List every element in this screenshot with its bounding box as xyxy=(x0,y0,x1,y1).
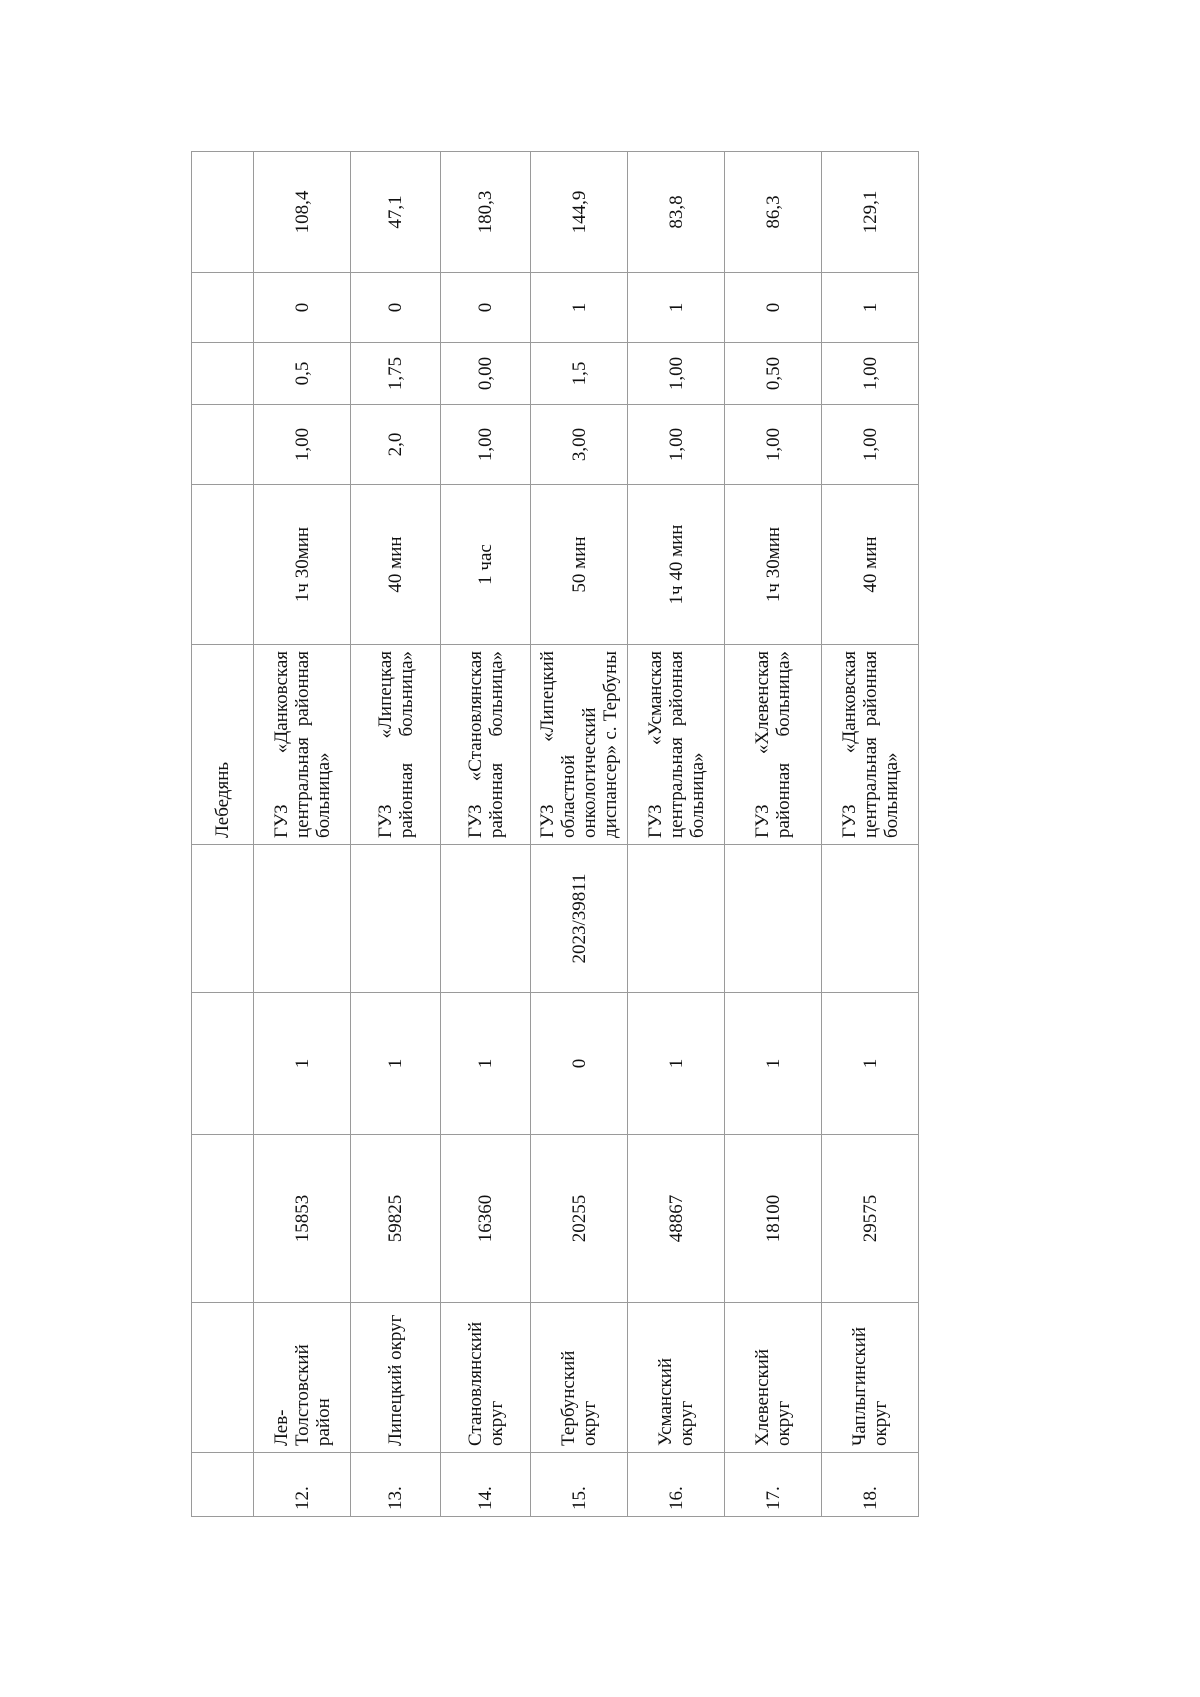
table-row xyxy=(531,152,628,1517)
distance-cell: 108,4 xyxy=(254,152,351,273)
row-number: 12. xyxy=(254,1453,351,1517)
value-b-cell: 1,00 xyxy=(822,343,919,405)
header-cell xyxy=(192,485,254,645)
count-cell: 1 xyxy=(441,993,531,1135)
distance-cell: 129,1 xyxy=(822,152,919,273)
header-cell xyxy=(192,1135,254,1303)
value-b-cell: 1,5 xyxy=(531,343,628,405)
rotated-page xyxy=(191,152,1021,1517)
district-name: Тербунский округ xyxy=(531,1303,628,1453)
value-c-cell: 1 xyxy=(822,273,919,343)
distance-cell: 180,3 xyxy=(441,152,531,273)
row-number: 17. xyxy=(725,1453,822,1517)
table-header-row xyxy=(192,152,254,1517)
count-cell: 0 xyxy=(531,993,628,1135)
value-c-cell: 1 xyxy=(531,273,628,343)
count-cell: 1 xyxy=(254,993,351,1135)
facility-cell xyxy=(441,645,531,845)
population-cell: 48867 xyxy=(628,1135,725,1303)
value-b-cell: 0,50 xyxy=(725,343,822,405)
code-cell xyxy=(725,845,822,993)
table-row xyxy=(441,152,531,1517)
value-b-cell: 0,00 xyxy=(441,343,531,405)
row-number: 15. xyxy=(531,1453,628,1517)
value-a-cell: 3,00 xyxy=(531,405,628,485)
travel-time-cell: 1ч 40 мин xyxy=(628,485,725,645)
value-a-cell: 1,00 xyxy=(441,405,531,485)
facility-name: ГУЗ «Липецкий областной онкологический диспансер» с. Тербуны xyxy=(537,651,621,838)
district-name: Чаплыгинский округ xyxy=(822,1303,919,1453)
value-c-cell: 0 xyxy=(254,273,351,343)
table-row xyxy=(725,152,822,1517)
header-cell xyxy=(192,1453,254,1517)
header-cell xyxy=(192,343,254,405)
value-c-cell: 0 xyxy=(441,273,531,343)
header-cell xyxy=(192,152,254,273)
district-name: Хлевенский округ xyxy=(725,1303,822,1453)
table-row xyxy=(254,152,351,1517)
facility-cell xyxy=(531,645,628,845)
code-cell: 2023/39811 xyxy=(531,845,628,993)
population-cell: 16360 xyxy=(441,1135,531,1303)
code-cell xyxy=(441,845,531,993)
value-a-cell: 1,00 xyxy=(254,405,351,485)
value-a-cell: 1,00 xyxy=(628,405,725,485)
row-number: 14. xyxy=(441,1453,531,1517)
header-cell xyxy=(192,1303,254,1453)
header-cell xyxy=(192,405,254,485)
value-b-cell: 1,00 xyxy=(628,343,725,405)
facility-name: ГУЗ «Липецкая районная больница» xyxy=(374,651,417,838)
code-cell xyxy=(351,845,441,993)
facility-name: ГУЗ «Усманская центральная районная больница» xyxy=(644,651,708,838)
district-name: Становлянский округ xyxy=(441,1303,531,1453)
population-cell: 15853 xyxy=(254,1135,351,1303)
distance-cell: 86,3 xyxy=(725,152,822,273)
facility-cell xyxy=(822,645,919,845)
district-name: Липецкий округ xyxy=(351,1303,441,1453)
distance-cell: 144,9 xyxy=(531,152,628,273)
distance-cell: 83,8 xyxy=(628,152,725,273)
hospital-table xyxy=(191,151,919,1517)
row-number: 13. xyxy=(351,1453,441,1517)
table-row xyxy=(628,152,725,1517)
table-row xyxy=(822,152,919,1517)
value-a-cell: 1,00 xyxy=(822,405,919,485)
value-c-cell: 0 xyxy=(351,273,441,343)
code-cell xyxy=(822,845,919,993)
population-cell: 29575 xyxy=(822,1135,919,1303)
row-number: 16. xyxy=(628,1453,725,1517)
facility-name: ГУЗ «Становлянская районная больница» xyxy=(464,651,507,838)
header-district-fragment: Лебедянь xyxy=(192,645,254,845)
header-cell xyxy=(192,993,254,1135)
travel-time-cell: 1ч 30мин xyxy=(254,485,351,645)
district-name: Усманский округ xyxy=(628,1303,725,1453)
code-cell xyxy=(628,845,725,993)
population-cell: 59825 xyxy=(351,1135,441,1303)
value-a-cell: 2,0 xyxy=(351,405,441,485)
value-b-cell: 0,5 xyxy=(254,343,351,405)
table-row xyxy=(351,152,441,1517)
district-name: Лев-Толстовский район xyxy=(254,1303,351,1453)
code-cell xyxy=(254,845,351,993)
population-cell: 18100 xyxy=(725,1135,822,1303)
facility-name: ГУЗ «Данковская центральная районная больница» xyxy=(838,651,902,838)
travel-time-cell: 50 мин xyxy=(531,485,628,645)
header-cell xyxy=(192,273,254,343)
facility-name: ГУЗ «Данковская центральная районная больница» xyxy=(270,651,334,838)
travel-time-cell: 40 мин xyxy=(822,485,919,645)
count-cell: 1 xyxy=(628,993,725,1135)
count-cell: 1 xyxy=(351,993,441,1135)
facility-name: ГУЗ «Хлевенская районная больница» xyxy=(752,651,794,838)
header-cell xyxy=(192,845,254,993)
distance-cell: 47,1 xyxy=(351,152,441,273)
travel-time-cell: 1 час xyxy=(441,485,531,645)
value-a-cell: 1,00 xyxy=(725,405,822,485)
travel-time-cell: 40 мин xyxy=(351,485,441,645)
travel-time-cell: 1ч 30мин xyxy=(725,485,822,645)
population-cell: 20255 xyxy=(531,1135,628,1303)
value-b-cell: 1,75 xyxy=(351,343,441,405)
facility-cell xyxy=(628,645,725,845)
value-c-cell: 1 xyxy=(628,273,725,343)
facility-cell xyxy=(351,645,441,845)
count-cell: 1 xyxy=(822,993,919,1135)
row-number: 18. xyxy=(822,1453,919,1517)
facility-cell xyxy=(254,645,351,845)
facility-cell xyxy=(725,645,822,845)
count-cell: 1 xyxy=(725,993,822,1135)
value-c-cell: 0 xyxy=(725,273,822,343)
